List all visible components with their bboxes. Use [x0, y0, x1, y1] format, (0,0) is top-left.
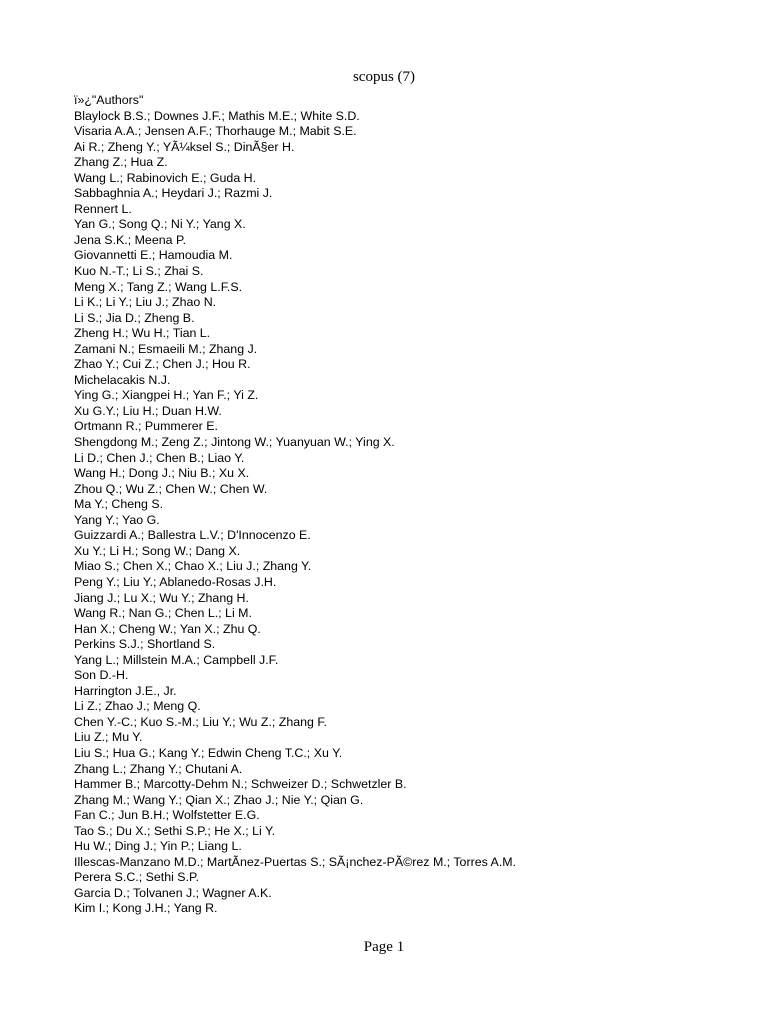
author-row: Zhang Z.; Hua Z.	[74, 155, 168, 170]
author-row: Ortmann R.; Pummerer E.	[74, 419, 218, 434]
author-row: Kuo N.-T.; Li S.; Zhai S.	[74, 264, 204, 279]
author-row: Li Z.; Zhao J.; Meng Q.	[74, 699, 201, 714]
author-row: Ai R.; Zheng Y.; YÃ¼ksel S.; DinÃ§er H.	[74, 139, 295, 154]
author-row: Perkins S.J.; Shortland S.	[74, 637, 216, 652]
author-row: Wang R.; Nan G.; Chen L.; Li M.	[74, 606, 252, 621]
author-row: Wang L.; Rabinovich E.; Guda H.	[74, 170, 257, 185]
author-row: Illescas-Manzano M.D.; MartÃnez-Puertas S.; SÃ¡nchez-PÃ©rez M.; Torres A.M.	[74, 854, 517, 869]
author-row: Zhou Q.; Wu Z.; Chen W.; Chen W.	[74, 481, 268, 496]
author-row: Zamani N.; Esmaeili M.; Zhang J.	[74, 341, 258, 356]
author-row: Yang Y.; Yao G.	[74, 512, 160, 527]
author-row: Guizzardi A.; Ballestra L.V.; D'Innocenzo E.	[74, 528, 311, 543]
author-row: Zhang L.; Zhang Y.; Chutani A.	[74, 761, 243, 776]
author-row: Li S.; Jia D.; Zheng B.	[74, 310, 195, 325]
author-row: Ying G.; Xiangpei H.; Yan F.; Yi Z.	[74, 388, 259, 403]
author-row: Shengdong M.; Zeng Z.; Jintong W.; Yuanyuan W.; Ying X.	[74, 435, 395, 450]
author-row: Li D.; Chen J.; Chen B.; Liao Y.	[74, 450, 245, 465]
author-row: Giovannetti E.; Hamoudia M.	[74, 248, 233, 263]
author-row: Li K.; Li Y.; Liu J.; Zhao N.	[74, 295, 217, 310]
author-row: Peng Y.; Liu Y.; Ablanedo-Rosas J.H.	[74, 574, 277, 589]
author-row: Blaylock B.S.; Downes J.F.; Mathis M.E.; White S.D.	[74, 108, 360, 123]
author-row: Visaria A.A.; Jensen A.F.; Thorhauge M.; Mabit S.E.	[74, 124, 357, 139]
author-row: Chen Y.-C.; Kuo S.-M.; Liu Y.; Wu Z.; Zhang F.	[74, 714, 327, 729]
author-row: Miao S.; Chen X.; Chao X.; Liu J.; Zhang Y.	[74, 559, 312, 574]
author-row: Zheng H.; Wu H.; Tian L.	[74, 326, 211, 341]
document-title: scopus (7)	[352, 69, 416, 85]
author-row: Perera S.C.; Sethi S.P.	[74, 870, 200, 885]
author-row: Jiang J.; Lu X.; Wu Y.; Zhang H.	[74, 590, 249, 605]
author-row: Ma Y.; Cheng S.	[74, 497, 164, 512]
author-row: Jena S.K.; Meena P.	[74, 232, 187, 247]
author-row: Sabbaghnia A.; Heydari J.; Razmi J.	[74, 186, 273, 201]
author-row: Michelacakis N.J.	[74, 372, 171, 387]
author-row: Garcia D.; Tolvanen J.; Wagner A.K.	[74, 885, 272, 900]
author-row: Han X.; Cheng W.; Yan X.; Zhu Q.	[74, 621, 261, 636]
page-footer	[0, 938, 768, 956]
author-row: Yang L.; Millstein M.A.; Campbell J.F.	[74, 652, 279, 667]
author-row: Yan G.; Song Q.; Ni Y.; Yang X.	[74, 217, 246, 232]
author-row: Zhang M.; Wang Y.; Qian X.; Zhao J.; Nie Y.; Qian G.	[74, 792, 364, 807]
author-row: Liu S.; Hua G.; Kang Y.; Edwin Cheng T.C.; Xu Y.	[74, 745, 343, 760]
authors-list	[74, 93, 734, 917]
author-row: Rennert L.	[74, 201, 132, 216]
author-row: Tao S.; Du X.; Sethi S.P.; He X.; Li Y.	[74, 823, 276, 838]
author-row: Meng X.; Tang Z.; Wang L.F.S.	[74, 279, 243, 294]
page-number: Page 1	[363, 939, 405, 955]
author-row: Hu W.; Ding J.; Yin P.; Liang L.	[74, 839, 242, 854]
author-row: Fan C.; Jun B.H.; Wolfstetter E.G.	[74, 808, 260, 823]
author-row: Kim I.; Kong J.H.; Yang R.	[74, 901, 218, 916]
author-row: Harrington J.E., Jr.	[74, 683, 177, 698]
author-row: Xu Y.; Li H.; Song W.; Dang X.	[74, 543, 241, 558]
author-row: Liu Z.; Mu Y.	[74, 730, 143, 745]
page-header	[0, 68, 768, 86]
column-header: ï»¿"Authors"	[74, 93, 144, 107]
author-row: Son D.-H.	[74, 668, 129, 683]
author-row: Zhao Y.; Cui Z.; Chen J.; Hou R.	[74, 357, 251, 372]
author-row: Hammer B.; Marcotty-Dehm N.; Schweizer D.; Schwetzler B.	[74, 777, 407, 792]
author-row: Xu G.Y.; Liu H.; Duan H.W.	[74, 403, 222, 418]
author-row: Wang H.; Dong J.; Niu B.; Xu X.	[74, 466, 250, 481]
